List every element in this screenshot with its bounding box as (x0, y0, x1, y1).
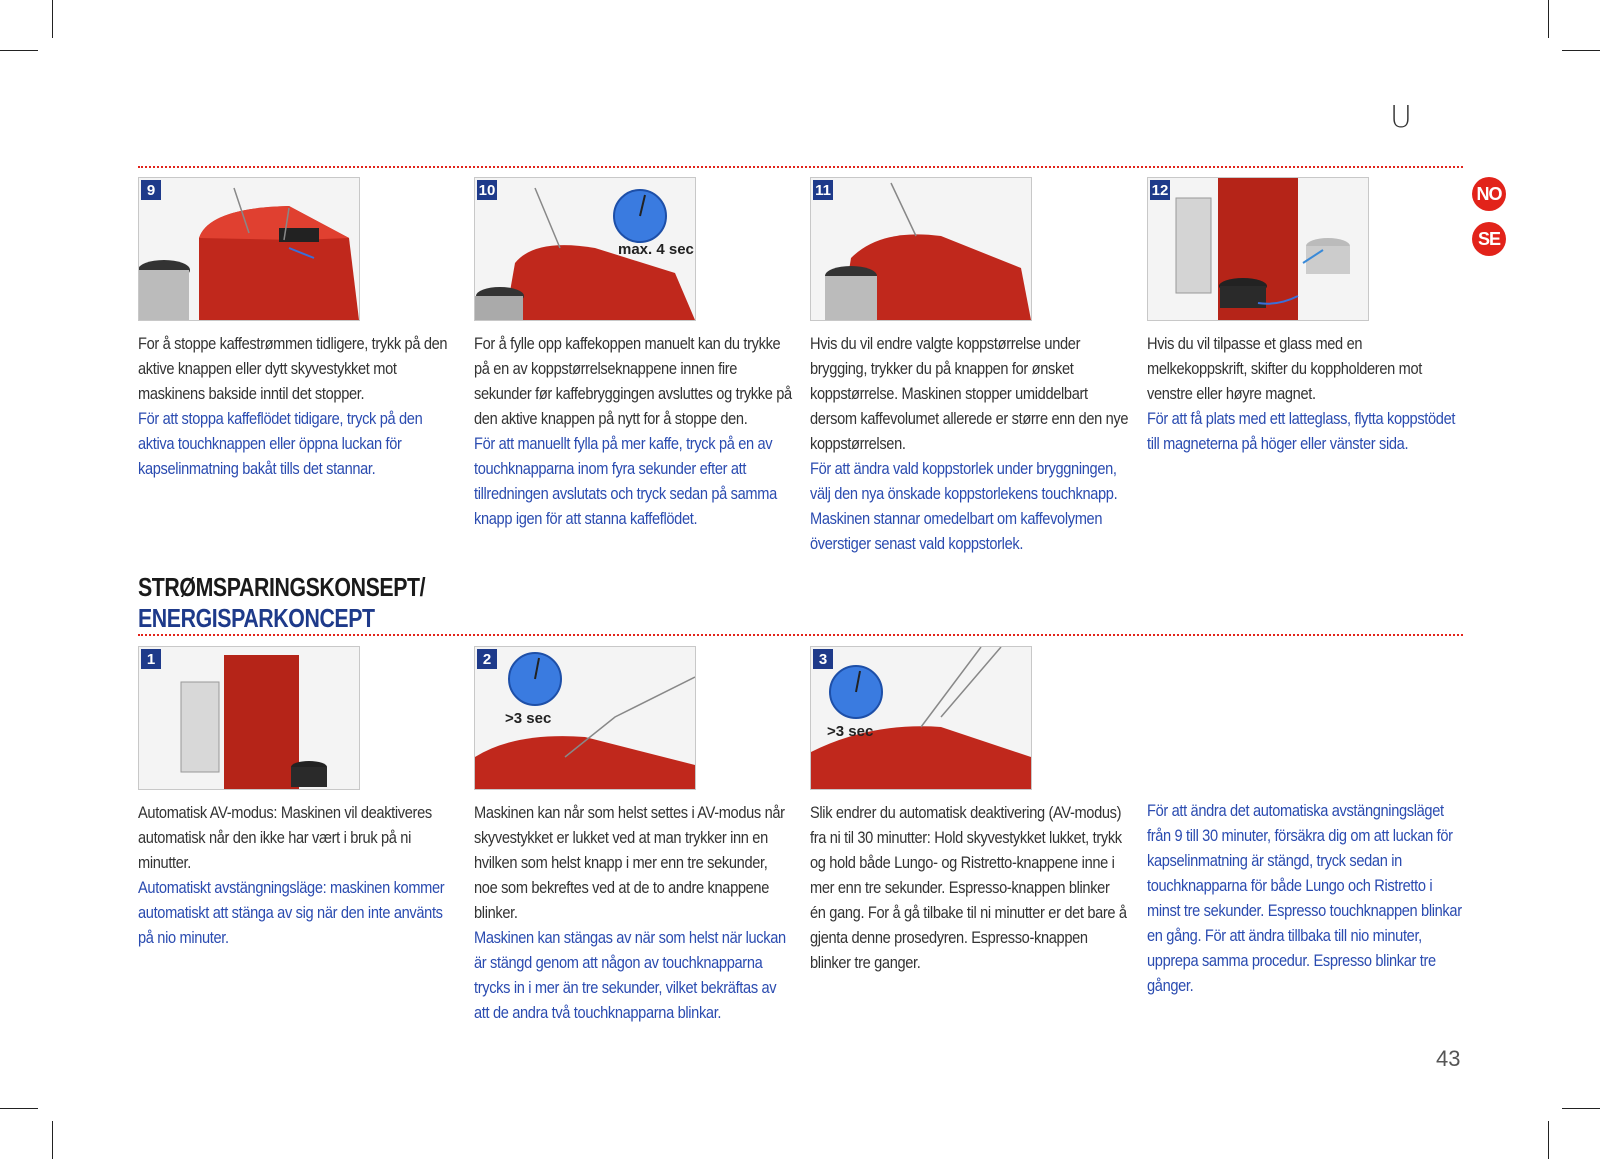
coffee-machine-image (811, 647, 1031, 789)
step-12 (1147, 177, 1465, 456)
step-number: 2 (477, 649, 497, 669)
text-se: För att ändra vald koppstorlek under bryggningen, välj den nya önskade koppstorlekens touchknapp. Maskinen stannar omedelbart om kaffevolymen överstiger senast vald koppstorlek. (810, 459, 1118, 553)
step-number: 10 (478, 181, 496, 199)
step-number: 12 (1151, 181, 1169, 199)
timer-label: >3 sec (505, 710, 552, 727)
text-se: För att stoppa kaffeflödet tidigare, tryck på den aktiva touchknappen eller öppna luckan för kapselinmatning bakåt tills det stannar. (138, 409, 423, 478)
page-number: 43 (1436, 1046, 1461, 1071)
divider-top (138, 166, 1463, 168)
section-heading (138, 572, 425, 634)
coffee-machine-image (811, 178, 1031, 320)
text-no: Maskinen kan når som helst settes i AV-modus når skyvestykket er lukket ved at man trykker inn en hvilken som helst knapp i mer enn tre sekunder, noe som bekreftes ved at de to andre knappene blinker. (474, 803, 785, 922)
step-9-illustration (138, 177, 360, 321)
text-no: Hvis du vil tilpasse et glass med en melkekoppskrift, skifter du koppholderen mot venstre eller høyre magnet. (1147, 334, 1422, 403)
energy-step-3 (810, 646, 1128, 975)
text-se: För att ändra det automatiska avstängningsläget från 9 till 30 minuter, försäkra dig om att luckan för kapselinmatning är stängd, tryck sedan in touchknapparna för både Lungo och Ristretto i minst tre sekunder. Espresso touchknappen blinkar en gång. För att ändra tillbaka till nio minuter, upprepa samma procedur. Espresso blinkar tre gånger. (1147, 801, 1462, 995)
coffee-machine-image (1148, 178, 1368, 320)
crop-mark (0, 1108, 38, 1109)
section-title-no: STRØMSPARINGSKONSEPT/ (138, 572, 426, 602)
energy-step-3-se (1147, 798, 1465, 998)
crop-mark (1548, 0, 1549, 38)
text-no: Slik endrer du automatisk deaktivering (AV-modus) fra ni til 30 minutter: Hold skyvestykket lukket, trykk og hold både Lungo- og Ristretto-knappene inne i mer enn tre sekunder. Espresso-knappen blinker én gang. For å gå tilbake til ni minutter er det bare å gjenta denne prosedyren. Espresso-knappen blinker tre ganger. (810, 803, 1127, 972)
step-11 (810, 177, 1128, 556)
brand-logo: U (1390, 100, 1412, 135)
text-se: Automatiskt avstängningsläge: maskinen kommer automatiskt att stänga av sig när den inte använts på nio minuter. (138, 878, 445, 947)
text-se: För att få plats med ett latteglass, flytta koppstödet till magneterna på höger eller vänster sida. (1147, 409, 1456, 453)
step-10-illustration (474, 177, 696, 321)
energy-step-2-illustration (474, 646, 696, 790)
step-number: 3 (813, 649, 833, 669)
step-11-illustration (810, 177, 1032, 321)
coffee-machine-image (139, 178, 359, 320)
section-title-se: ENERGISPARKONCEPT (138, 603, 375, 633)
step-10 (474, 177, 792, 531)
timer-label: >3 sec (827, 723, 874, 740)
energy-step-1 (138, 646, 456, 950)
step-number: 9 (141, 180, 161, 200)
step-number: 11 (813, 180, 833, 200)
text-no: Automatisk AV-modus: Maskinen vil deaktiveres automatisk når den ikke har vært i bruk på ni minutter. (138, 803, 432, 872)
crop-mark (1548, 1121, 1549, 1159)
coffee-machine-image (139, 647, 359, 789)
text-no: For å fylle opp kaffekoppen manuelt kan du trykke på en av koppstørrelseknappene innen fire sekunder før kaffebryggingen avsluttes og trykke på den aktive knappen på nytt for å stoppe den. (474, 334, 792, 428)
lang-badge-se: SE (1472, 222, 1506, 256)
text-no: Hvis du vil endre valgte koppstørrelse under brygging, trykker du på knappen for ønsket koppstørrelse. Maskinen stopper umiddelbart dersom kaffevolumet allerede er større enn den nye koppstørrelsen. (810, 334, 1129, 453)
text-se: Maskinen kan stängas av när som helst när luckan är stängd genom att någon av touchknapparna trycks in i mer än tre sekunder, vilket bekräftas av att de andra två touchknapparna blinkar. (474, 928, 786, 1022)
energy-step-3-illustration (810, 646, 1032, 790)
timer-label: max. 4 sec (618, 241, 694, 258)
step-12-illustration (1147, 177, 1369, 321)
energy-step-1-illustration (138, 646, 360, 790)
divider-bottom (138, 634, 1463, 636)
text-no: For å stoppe kaffestrømmen tidligere, trykk på den aktive knappen eller dytt skyvestykket mot maskinens bakside inntil det stopper. (138, 334, 448, 403)
step-9 (138, 177, 456, 481)
text-se: För att manuellt fylla på mer kaffe, tryck på en av touchknapparna inom fyra sekunder efter att tillredningen avslutats och tryck sedan på samma knapp igen för att stanna kaffeflödet. (474, 434, 777, 528)
crop-mark (52, 1121, 53, 1159)
crop-mark (0, 50, 38, 51)
crop-mark (1562, 1108, 1600, 1109)
crop-mark (52, 0, 53, 38)
lang-badge-no: NO (1472, 177, 1506, 211)
step-number: 1 (141, 649, 161, 669)
energy-step-2 (474, 646, 792, 1025)
crop-mark (1562, 50, 1600, 51)
